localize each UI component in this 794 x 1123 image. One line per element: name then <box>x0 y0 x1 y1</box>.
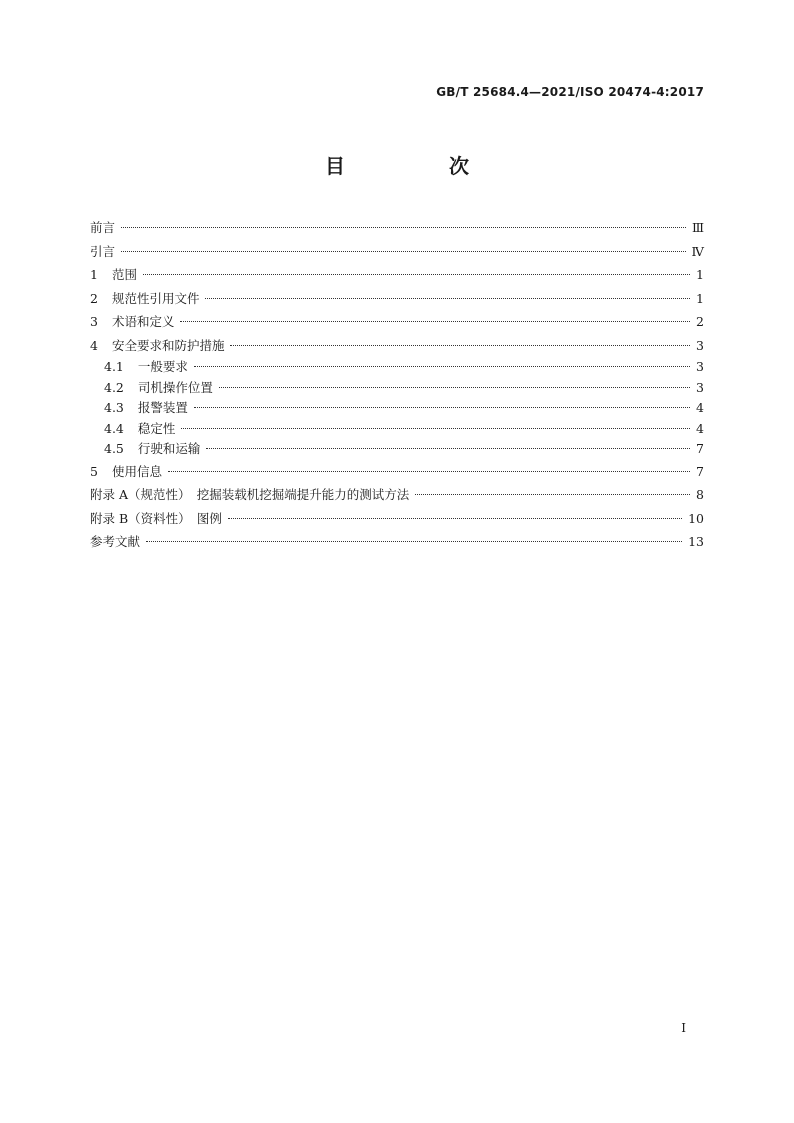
toc-entry-page: 3 <box>696 359 704 374</box>
toc-entry-page: 4 <box>696 400 704 415</box>
toc-entry-title: 术语和定义 <box>111 314 175 329</box>
toc-entry-title: 范围 <box>111 267 137 282</box>
dot-leader <box>206 448 690 449</box>
dot-leader <box>143 274 690 275</box>
toc-entry[interactable] <box>90 507 704 531</box>
toc-entry[interactable] <box>90 240 704 264</box>
dot-leader <box>194 407 690 408</box>
dot-leader <box>228 518 682 519</box>
toc-entry[interactable] <box>90 263 704 287</box>
toc-entry-page: 7 <box>696 463 704 479</box>
toc-entry-number: 3 <box>90 314 98 329</box>
toc-entry[interactable] <box>90 439 704 460</box>
toc-entry-page: 1 <box>696 267 704 282</box>
toc-entry[interactable] <box>90 378 704 399</box>
dot-leader <box>415 494 690 495</box>
toc-entry-number: 5 <box>90 463 98 479</box>
toc-entry-page: 3 <box>696 337 704 353</box>
toc-entry-page: 4 <box>696 420 704 436</box>
dot-leader <box>181 428 690 429</box>
toc-entry-title: 附录 B（资料性） 图例 <box>90 510 222 526</box>
toc-entry[interactable] <box>90 357 704 378</box>
dot-leader <box>121 251 685 252</box>
toc-entry-title: 安全要求和防护措施 <box>111 337 225 353</box>
toc-entry[interactable] <box>90 483 704 507</box>
toc-entry-title: 行驶和运输 <box>137 441 201 456</box>
standard-code-header: GB/T 25684.4—2021/ISO 20474-4:2017 <box>436 85 704 99</box>
table-of-contents <box>90 216 704 554</box>
toc-entry[interactable] <box>90 334 704 358</box>
toc-entry-number: 4 <box>90 337 98 353</box>
dot-leader <box>194 366 690 367</box>
toc-entry-title: 稳定性 <box>137 420 176 436</box>
toc-entry-title: 报警装置 <box>137 400 188 415</box>
toc-entry[interactable] <box>90 216 704 240</box>
toc-entry[interactable] <box>90 460 704 484</box>
toc-entry-number: 2 <box>90 290 98 306</box>
toc-entry-page: 1 <box>696 290 704 306</box>
toc-entry[interactable] <box>90 419 704 440</box>
toc-entry-title: 附录 A（规范性） 挖掘装载机挖掘端提升能力的测试方法 <box>90 487 410 502</box>
toc-entry-page: 3 <box>696 379 704 395</box>
toc-entry-title: 司机操作位置 <box>137 379 213 395</box>
page-number: Ⅰ <box>681 1021 686 1035</box>
toc-entry-title: 引言 <box>90 243 116 259</box>
dot-leader <box>219 387 690 388</box>
toc-entry-title: 使用信息 <box>111 463 162 479</box>
dot-leader <box>180 321 690 322</box>
dot-leader <box>121 227 686 228</box>
toc-entry-title: 参考文献 <box>90 534 141 549</box>
dot-leader <box>146 541 682 542</box>
dot-leader <box>168 471 690 472</box>
toc-entry-number: 4.4 <box>104 420 124 436</box>
toc-entry-page: Ⅲ <box>691 220 704 235</box>
toc-entry-number: 4.5 <box>104 441 124 456</box>
toc-entry-page: 2 <box>696 314 704 329</box>
toc-entry-page: 7 <box>696 441 704 456</box>
toc-entry-number: 4.1 <box>104 359 124 374</box>
toc-entry[interactable] <box>90 530 704 554</box>
dot-leader <box>230 345 690 346</box>
toc-entry-page: 8 <box>696 487 704 502</box>
toc-entry-page: Ⅳ <box>691 243 704 259</box>
toc-entry-title: 规范性引用文件 <box>111 290 200 306</box>
toc-entry[interactable] <box>90 398 704 419</box>
toc-entry[interactable] <box>90 287 704 311</box>
toc-entry-title: 一般要求 <box>137 359 188 374</box>
toc-entry-number: 1 <box>90 267 98 282</box>
toc-entry[interactable] <box>90 310 704 334</box>
toc-entry-title: 前言 <box>90 220 116 235</box>
page-title: 目 次 <box>325 154 511 178</box>
toc-entry-number: 4.2 <box>104 379 124 395</box>
toc-entry-number: 4.3 <box>104 400 124 415</box>
toc-entry-page: 10 <box>688 510 704 526</box>
toc-entry-page: 13 <box>688 534 704 549</box>
dot-leader <box>205 298 690 299</box>
